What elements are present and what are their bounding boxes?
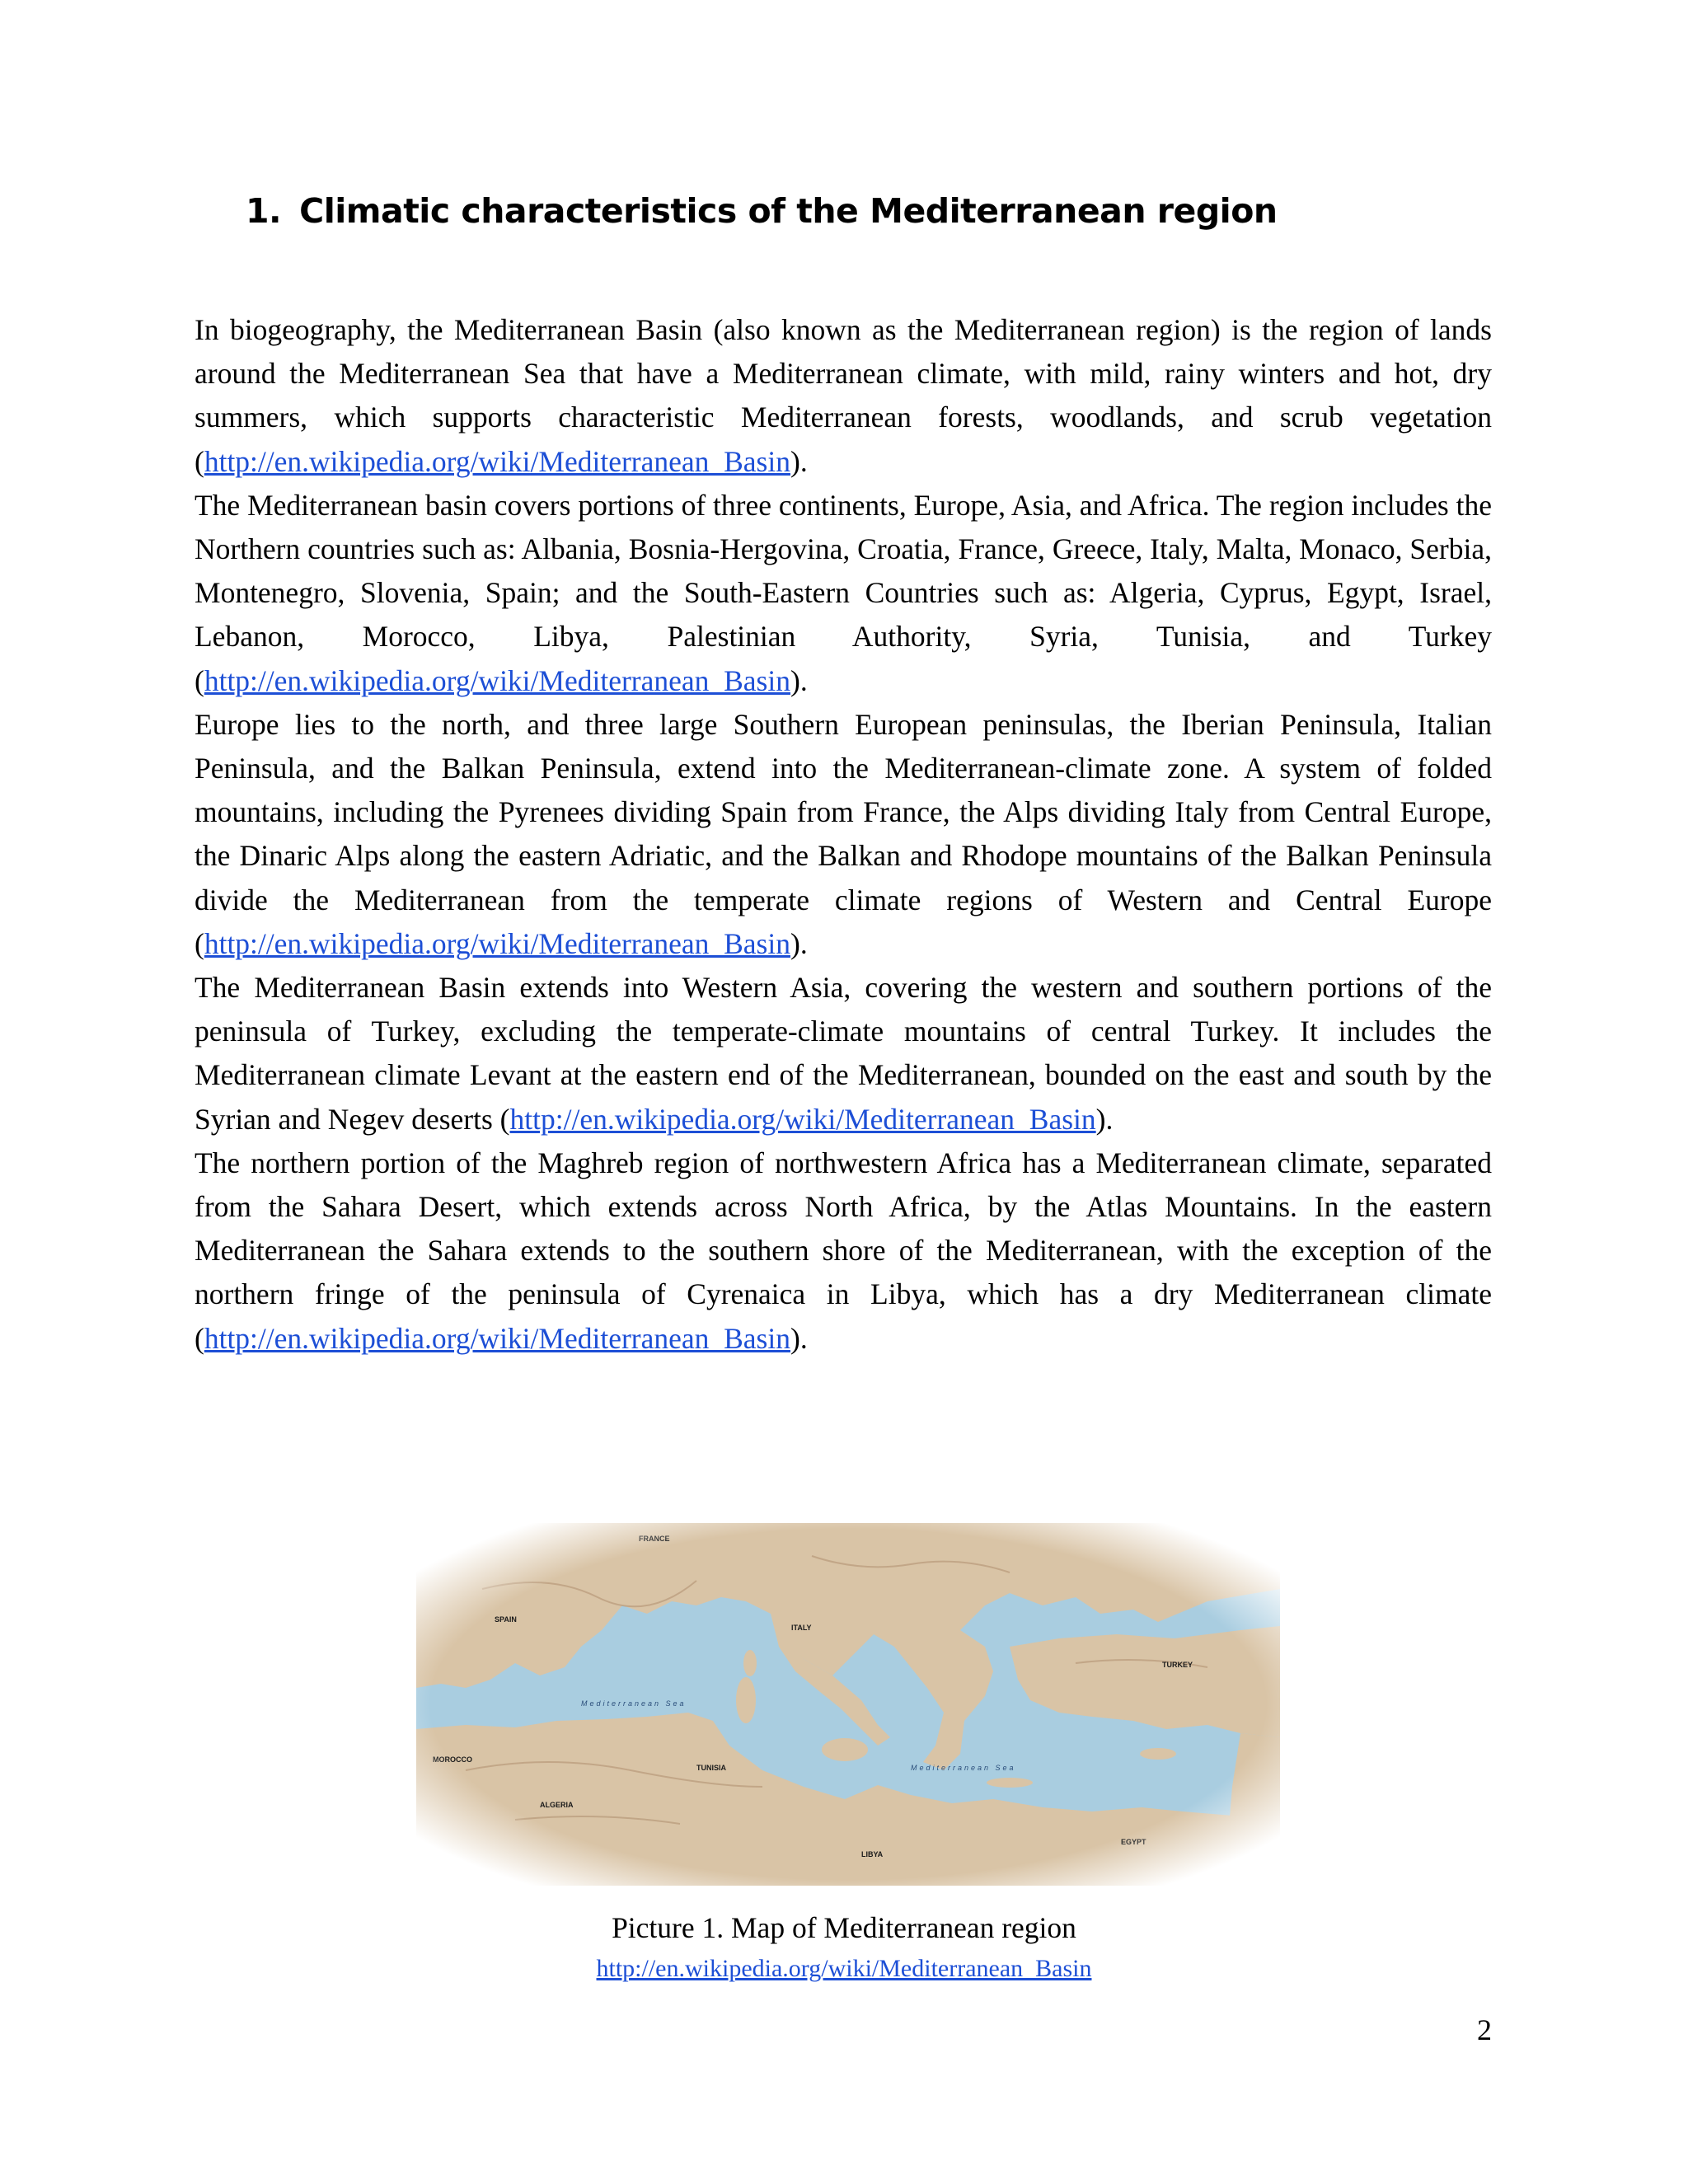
paragraph-end: ). bbox=[1095, 1102, 1114, 1136]
paragraph-1 bbox=[195, 308, 1492, 484]
paragraph-5 bbox=[195, 1141, 1492, 1361]
source-link[interactable]: http://en.wikipedia.org/wiki/Mediterranean_Basin bbox=[204, 1321, 790, 1355]
source-link[interactable]: http://en.wikipedia.org/wiki/Mediterranean_Basin bbox=[204, 663, 790, 697]
section-number: 1. bbox=[246, 191, 282, 231]
paragraph-text: The Mediterranean basin covers portions of three continents, Europe, Asia, and Africa. The region includes the Northern countries such as: Albania, Bosnia-Hergovina, Croatia, France, Greece, Italy, Malta, Monaco, Serbia, Montenegro, Slovenia, Spain; and the South-Eastern Countries such as: Algeria, Cyprus, Egypt, Israel, Lebanon, Morocco, Libya, Palestinian Authority, Syria, Tunisia, and Turkey ( bbox=[195, 488, 1492, 697]
paragraph-text: In biogeography, the Mediterranean Basin (also known as the Mediterranean region) is the region of lands around the Mediterranean Sea that have a Mediterranean climate, with mild, rainy winters and hot, dry summers, which supports characteristic Mediterranean forests, woodlands, and scrub vegetation ( bbox=[195, 313, 1492, 478]
paragraph-end: ). bbox=[790, 663, 808, 697]
paragraph-end: ). bbox=[790, 926, 808, 960]
paragraph-end: ). bbox=[790, 444, 808, 478]
mediterranean-map bbox=[416, 1523, 1280, 1886]
paragraph-3 bbox=[195, 703, 1492, 966]
figure-caption-link-wrap bbox=[0, 1955, 1688, 1983]
body-text bbox=[195, 308, 1492, 1361]
paragraph-text: The northern portion of the Maghreb region of northwestern Africa has a Mediterranean climate, separated from the Sahara Desert, which extends across North Africa, by the Atlas Mountains. In the eastern Mediterranean the Sahara extends to the southern shore of the Mediterranean, with the exception of the northern fringe of the peninsula of Cyrenaica in Libya, which has a dry Mediterranean climate ( bbox=[195, 1146, 1492, 1355]
paragraph-2 bbox=[195, 484, 1492, 703]
paragraph-4 bbox=[195, 966, 1492, 1141]
page-number: 2 bbox=[1477, 2013, 1492, 2046]
paragraph-text: Europe lies to the north, and three large Southern European peninsulas, the Iberian Peninsula, Italian Peninsula, and the Balkan Peninsula, extend into the Mediterranean-climate zone. A system of folded mountains, including the Pyrenees dividing Spain from France, the Alps dividing Italy from Central Europe, the Dinaric Alps along the eastern Adriatic, and the Balkan and Rhodope mountains of the Balkan Peninsula divide the Mediterranean from the temperate climate regions of Western and Central Europe ( bbox=[195, 707, 1492, 960]
source-link[interactable]: http://en.wikipedia.org/wiki/Mediterranean_Basin bbox=[509, 1102, 1096, 1136]
map-vignette bbox=[416, 1523, 1280, 1886]
figure-source-link[interactable]: http://en.wikipedia.org/wiki/Mediterranean_Basin bbox=[596, 1955, 1092, 1982]
source-link[interactable]: http://en.wikipedia.org/wiki/Mediterranean_Basin bbox=[204, 444, 790, 478]
section-title: Climatic characteristics of the Mediterranean region bbox=[299, 191, 1278, 231]
section-heading bbox=[246, 191, 1482, 231]
source-link[interactable]: http://en.wikipedia.org/wiki/Mediterranean_Basin bbox=[204, 926, 790, 960]
figure-caption: Picture 1. Map of Mediterranean region bbox=[612, 1911, 1076, 1944]
map-graphic bbox=[416, 1523, 1280, 1886]
paragraph-text: The Mediterranean Basin extends into Western Asia, covering the western and southern portions of the peninsula of Turkey, excluding the temperate-climate mountains of central Turkey. It includes the Mediterranean climate Levant at the eastern end of the Mediterranean, bounded on the east and south by the Syrian and Negev deserts ( bbox=[195, 971, 1492, 1136]
paragraph-end: ). bbox=[790, 1321, 808, 1355]
